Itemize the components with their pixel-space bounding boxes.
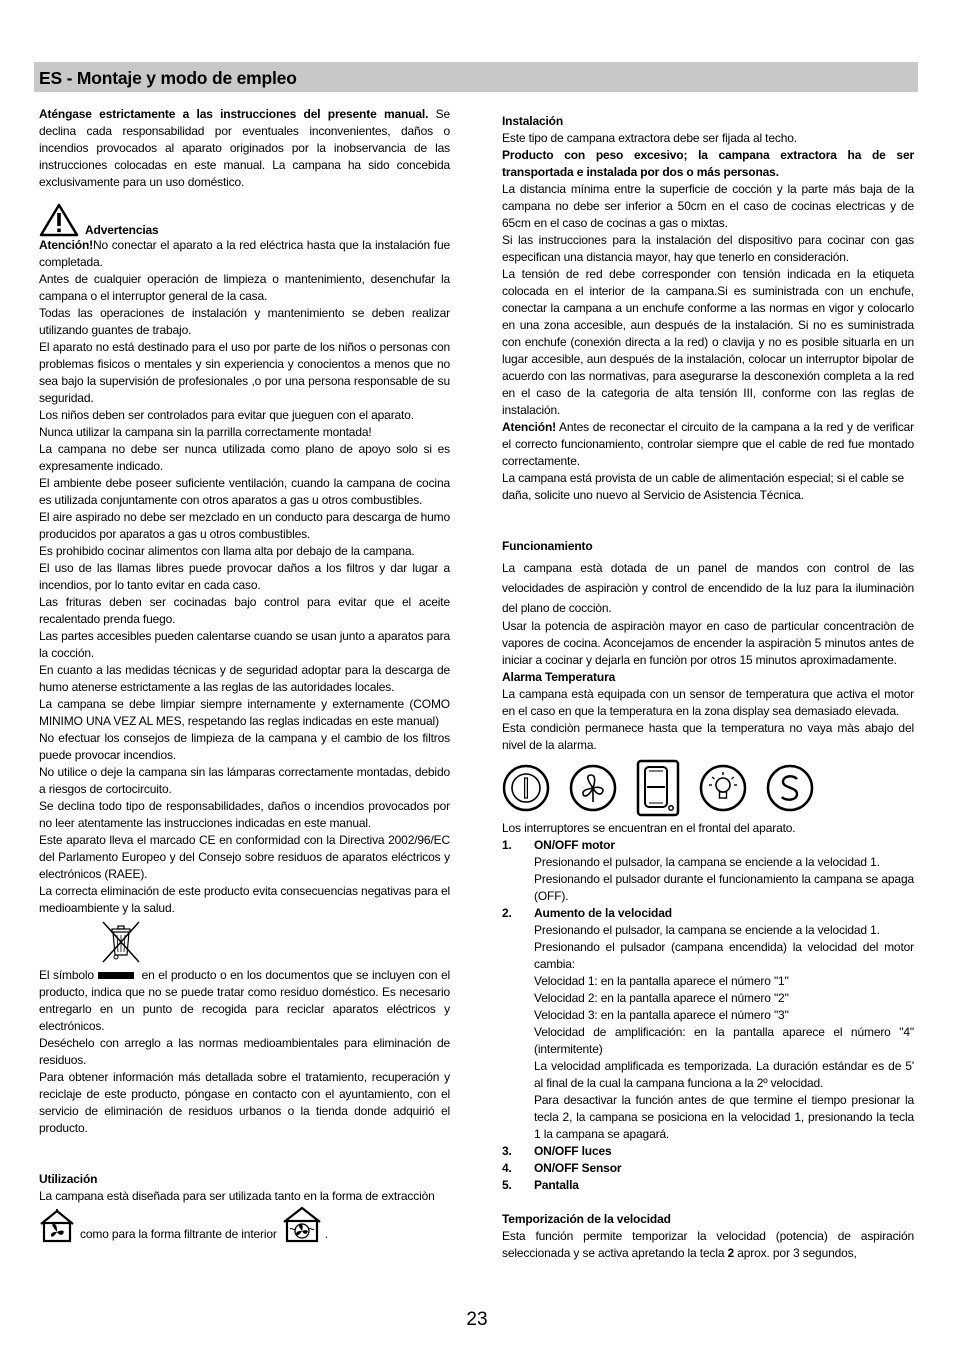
switches-text: Los interruptores se encuentran en el frontal del aparato.: [502, 821, 796, 835]
dispose-paragraph: Deséchelo con arreglo a las normas medioambientales para eliminación de residuos.: [39, 1036, 450, 1067]
install-attention-text: Antes de reconectar el circuito de la campana a la red y de verificar el correcto funcionamiento, controlar siempre que el cable de red fue montado correctamente.: [502, 420, 914, 468]
func-title: Funcionamiento: [502, 539, 593, 553]
install-attention: [502, 419, 914, 470]
list-item: 1. ON/OFF motor Presionando el pulsador, la campana se enciende a la velocidad 1. Presionando el pulsador durante el funcionamiento la campana se apaga (OFF).: [502, 838, 914, 903]
black-bar-symbol: [98, 972, 134, 979]
warning-paragraph: El aire aspirado no debe ser mezclado en un conducto para descarga de humo producidos por aparatos a gas u otros combustibles.: [39, 510, 450, 541]
warning-paragraph: No utilice o deje la campana sin las lámparas correctamente montadas, debido a riesgos de cortocircuito.: [39, 765, 450, 796]
warning-paragraph: Nunca utilizar la campana sin la parrilla correctamente montada!: [39, 425, 372, 439]
use-icons-row: [39, 1205, 450, 1243]
warning-paragraph: Las partes accesibles pueden calentarse cuando se usan junto a aparatos para la cocción.: [39, 629, 450, 660]
right-column: [502, 113, 914, 1262]
light-bulb-button-icon: [699, 764, 747, 812]
warning-paragraph: La correcta eliminación de este producto evita consecuencias negativas para el medioambiente y la salud.: [39, 884, 450, 915]
warning-paragraph: En cuanto a las medidas técnicas y de seguridad adoptar para la descarga de humo atenerse estrictamente a las reglas de las autoridades locales.: [39, 663, 450, 694]
power-button-icon: [502, 764, 550, 812]
warning-paragraph: El aparato no está destinado para el uso por parte de los niños o personas con problemas fisicos o mentales y sin experiencia y conocientos a menos que no sea bajo la supervisión de profesionales ,o por una persona responsable de su seguridad.: [39, 340, 450, 405]
extraction-house-icon: [39, 1209, 75, 1243]
info-paragraph: Para obtener información más detallada sobre el tratamiento, recuperación y reciclaje de este producto, póngase en contacto con el ayuntamiento, con el servicio de eliminación de residuos urbanos o la tienda donde adquirió el producto.: [39, 1070, 450, 1135]
list-item: 4. ON/OFF Sensor: [502, 1161, 622, 1175]
display-digit-icon: [636, 759, 680, 817]
alarm-text-1: La campana està equipada con un sensor de temperatura que activa el motor en el caso en que la temperatura en la zona display sea demasiado elevada.: [502, 687, 914, 718]
attention-bold: Atención!: [39, 238, 93, 252]
sensor-button-icon: [766, 764, 814, 812]
intro-bold: Aténgase estrictamente a las instrucciones del presente manual.: [39, 107, 429, 121]
warning-paragraph: Los niños deben ser controlados para evitar que jueguen con el aparato.: [39, 408, 414, 422]
warning-paragraph: La campana no debe ser nunca utilizada como plano de apoyo solo si es expresamente indicado.: [39, 442, 450, 473]
symbol-post: en el producto o en los documentos que se incluyen con el producto, indica que no se puede tratar como residuo doméstico. Es necesario entregarlo en un punto de recogida para reciclar aparatos eléctricos y electrónicos.: [39, 968, 451, 1033]
warning-paragraph: No efectuar los consejos de limpieza de la campana y el cambio de los filtros puede provocar incendios.: [39, 731, 450, 762]
use-text: La campana està diseñada para ser utilizada tanto en la forma de extracciòn: [39, 1189, 435, 1203]
alarm-title: Alarma Temperatura: [502, 670, 616, 684]
install-attention-bold: Atención!: [502, 420, 556, 434]
page-number: 23: [466, 1309, 488, 1330]
page-title: ES - Montaje y modo de empleo: [39, 68, 297, 88]
func-text-1: La campana està dotada de un panel de mandos con control de las velocidades de aspiraciòn y control de encendido de la luz para la iluminaciòn del plano de cocciòn.: [502, 561, 914, 615]
warnings-heading: [39, 203, 450, 237]
attention-paragraph: [39, 237, 450, 271]
crossed-bin-icon: [99, 919, 143, 965]
warning-triangle-icon: [39, 203, 79, 237]
attention-text: No conectar el aparato a la red eléctrica hasta que la instalación fue completada.: [39, 238, 450, 269]
warning-paragraph: La campana se debe limpiar siempre internamente y externamente (COMO MINIMO UNA VEZ AL MES, respetando las reglas indicadas en este manual): [39, 697, 450, 728]
symbol-pre: El símbolo: [39, 968, 94, 982]
control-panel-icons: [502, 760, 914, 816]
warning-paragraph: Se declina todo tipo de responsabilidades, daños o incendios provocados por no leer atentamente las instrucciones indicadas en este manual.: [39, 799, 450, 830]
warning-paragraph: Antes de cualquier operación de limpieza o mantenimiento, desenchufar la campana o el interruptor general de la casa.: [39, 272, 450, 303]
timer-text: Esta función permite temporizar la velocidad (potencia) de aspiración seleccionada y se activa apretando la tecla 2 aprox. por 3 segundos,: [502, 1229, 914, 1260]
list-item: 2. Aumento de la velocidad Presionando el pulsador, la campana se enciende a la velocidad 1. Presionando el pulsador (campana encendida) la velocidad del motor cambia: Velocidad 1: en la pantalla aparece el número "1" Velocidad 2: en la pantalla aparece el número "2" Velocidad 3: en la pantalla aparece el número "3" Velocidad de amplificación: en la pantalla aparece el número "4" (intermitente) La velocidad amplificada es temporizada. La duración estándar es de 5' al final de la cual la campana funciona a la 2º velocidad. Para desactivar la función antes de que termine el tiempo presionar la tecla 2, la campana se posiciona en la velocidad 1, presionando la tecla 1 la campana se apagará.: [502, 906, 914, 1141]
use-end: .: [324, 1227, 328, 1241]
func-text-2: Usar la potencia de aspiraciòn mayor en caso de particular concentraciòn de vapores de cocina. Aconcejamos de encender la aspiraciòn 5 minutos antes de iniciar a cocinar y dejarla en funciòn por otros 15 minutos aproximadamente.: [502, 619, 914, 667]
install-text-5: La campana está provista de un cable de alimentación especial; si el cable se daña, solicite uno nuevo al Servicio de Asistencia Técnica.: [502, 471, 905, 502]
fan-button-icon: [569, 764, 617, 812]
list-item: 5. Pantalla: [502, 1178, 579, 1192]
install-warning: Producto con peso excesivo; la campana extractora ha de ser transportada e instalada por dos o más personas.: [502, 148, 914, 179]
install-text-3: Si las instrucciones para la instalación del dispositivo para cocinar con gas especifican una distancia mayor, hay que tenerlo en consideración.: [502, 233, 914, 264]
list-item: 3. ON/OFF luces: [502, 1144, 612, 1158]
intro-text: Se declina cada responsabilidad por eventuales inconvenientes, daños o incendios provocados al aparato originados por la inobservancia de las instrucciones colocadas en este manual. La campana ha sido concebida exclusivamente para un uso doméstico.: [39, 107, 451, 189]
warning-paragraph: El ambiente debe poseer suficiente ventilación, cuando la campana de cocina es utilizada conjuntamente con otros aparatos a gas u otros combustibles.: [39, 476, 450, 507]
weee-symbol: [99, 919, 450, 965]
warning-paragraph: Este aparato lleva el marcado CE en conformidad con la Directiva 2002/96/EC del Parlamento Europeo y del Consejo sobre residuos de aparatos eléctricos y electrónicos (RAEE).: [39, 833, 450, 881]
warning-paragraph: El uso de las llamas libres puede provocar daños a los filtros y dar lugar a incendios, por lo tanto evitar en cada caso.: [39, 561, 450, 592]
left-column: [39, 106, 450, 1243]
alarm-text-2: Esta condiciòn permanece hasta que la temperatura no vaya màs abajo del nivel de la alarma.: [502, 721, 914, 752]
warning-paragraph: Las frituras deben ser cocinadas bajo control para evitar que el aceite recalentado prenda fuego.: [39, 595, 450, 626]
warning-paragraph: Es prohibido cocinar alimentos con llama alta por debajo de la campana.: [39, 544, 415, 558]
install-text-4: La tensión de red debe corresponder con tensión indicada en la etiqueta colocada en el interior de la campana.Si es suministrada con un enchufe, conectar la campana a un enchufe conforme a las normas en vigor y colocarlo en una zona accesible, aun después de la instalación. Si no es suministrada con enchufe (conexión directa a la red) o clavija y no es posible situarla en un lugar accesible, aun después de la instalación, colocar un interruptor bipolar de acuerdo con las normativas, para asegurarse la desconexión completa a la red en el caso de la categoria de alta tensión III, conforme con las reglas de instalación.: [502, 267, 914, 417]
timer-title: Temporización de la velocidad: [502, 1212, 671, 1226]
symbol-paragraph: [39, 967, 450, 1035]
controls-list: [502, 837, 914, 1194]
install-text-2: La distancia mínima entre la superficie de cocción y la parte más baja de la campana no debe ser inferior a 50cm en el caso de cocinas electricas y de 65cm en el caso de cocinas a gas o mixtas.: [502, 182, 914, 230]
warning-paragraph: Todas las operaciones de instalación y mantenimiento se deben realizar utilizando guantes de trabajo.: [39, 306, 450, 337]
filter-house-icon: [281, 1205, 323, 1243]
install-title: Instalación: [502, 114, 564, 128]
install-text-1: Este tipo de campana extractora debe ser fijada al techo.: [502, 131, 797, 145]
section-header: [34, 62, 918, 92]
use-text-2: como para la forma filtrante de interior: [80, 1227, 277, 1241]
warnings-title: Advertencias: [85, 223, 159, 237]
intro-paragraph: [39, 106, 450, 191]
use-title: Utilización: [39, 1172, 98, 1186]
